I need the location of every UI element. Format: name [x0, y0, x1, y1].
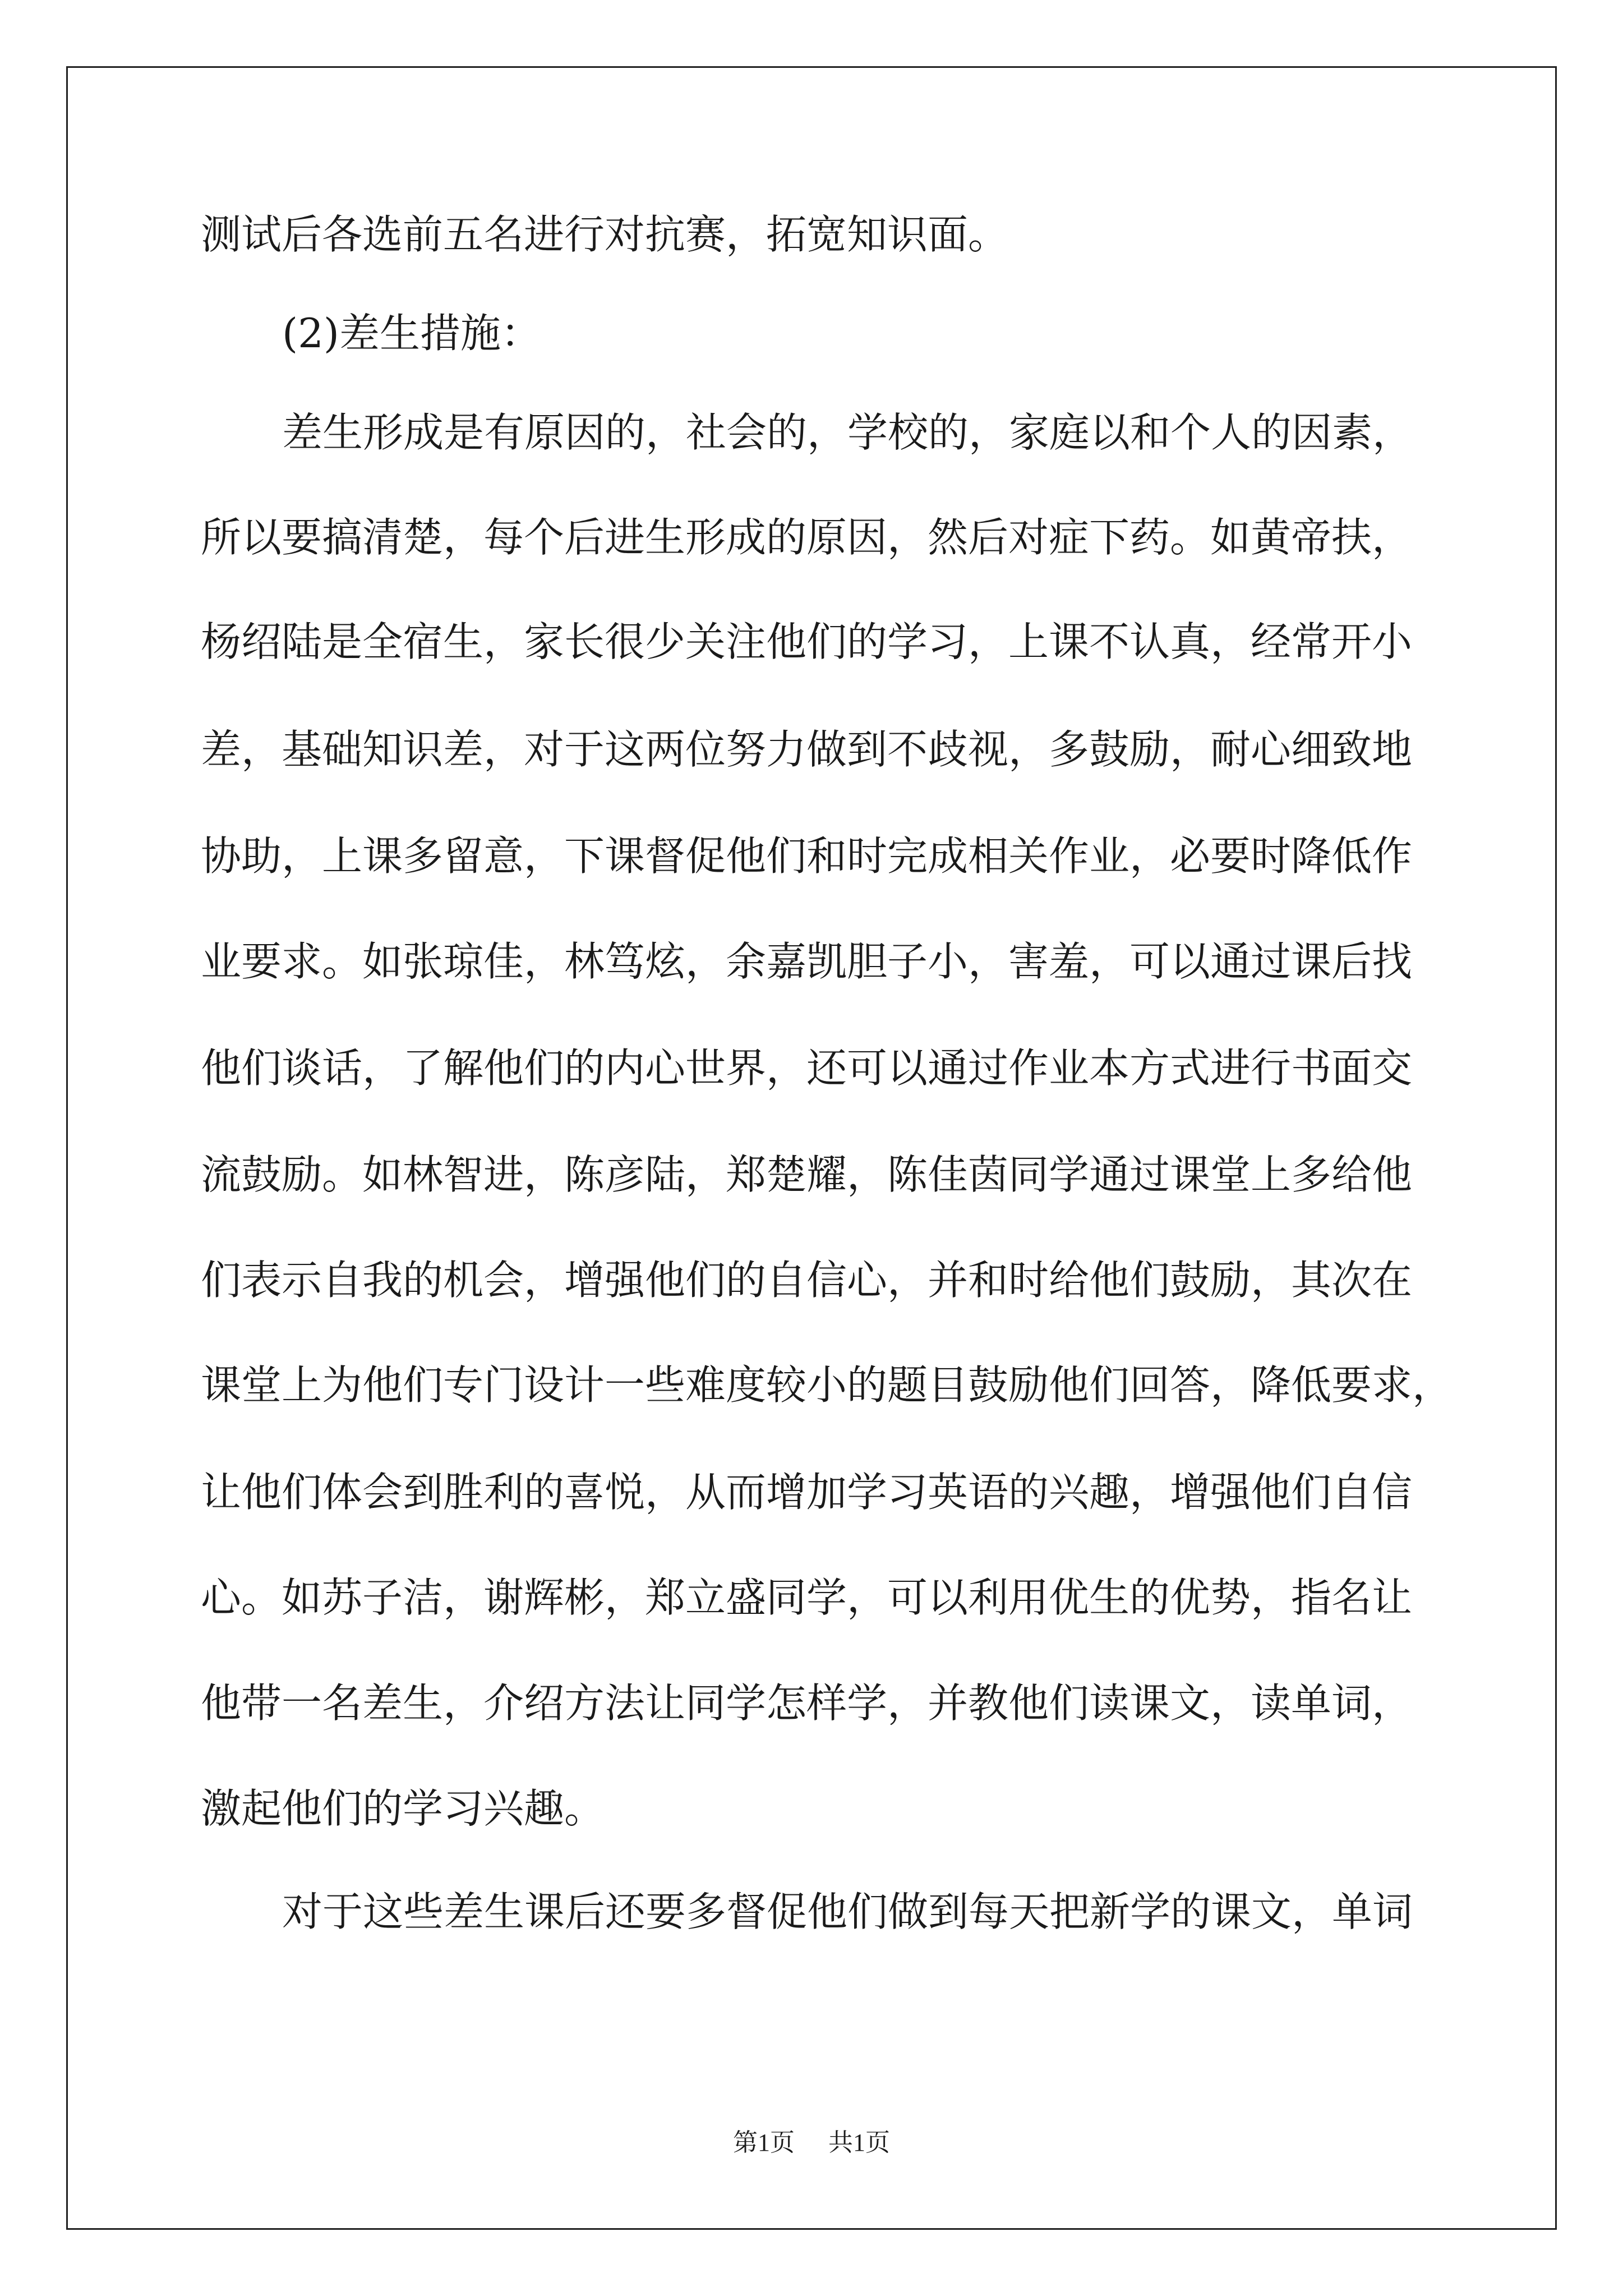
- text-line-12: 课堂上为他们专门设计一些难度较小的题目鼓励他们回答，降低要求，: [201, 1361, 1453, 1409]
- text-line-15: 他带一名差生，介绍方法让同学怎样学，并教他们读课文，读单词，: [201, 1680, 1413, 1727]
- text-line-5: 杨绍陆是全宿生，家长很少关注他们的学习，上课不认真，经常开小: [201, 618, 1413, 665]
- text-line-9: 他们谈话，了解他们的内心世界，还可以通过作业本方式进行书面交: [201, 1045, 1413, 1092]
- page-number-total: 共1页: [828, 2129, 890, 2156]
- text-line-4: 所以要搞清楚，每个后进生形成的原因，然后对症下药。如黄帝扶，: [201, 514, 1413, 561]
- text-line-13: 让他们体会到胜利的喜悦，从而增加学习英语的兴趣，增强他们自信: [201, 1469, 1413, 1516]
- page-number-current: 第1页: [733, 2129, 795, 2156]
- text-line-17: 对于这些差生课后还要多督促他们做到每天把新学的课文，单词: [282, 1888, 1413, 1935]
- text-line-10: 流鼓励。如林智进，陈彦陆，郑楚耀，陈佳茵同学通过课堂上多给他: [201, 1151, 1413, 1198]
- text-line-2: (2)差生措施：: [282, 310, 541, 357]
- text-line-1: 测试后各选前五名进行对抗赛，拓宽知识面。: [201, 211, 1009, 258]
- text-line-7: 协助，上课多留意，下课督促他们和时完成相关作业，必要时降低作: [201, 832, 1413, 880]
- page-footer: [0, 2126, 1623, 2160]
- text-line-8: 业要求。如张琼佳，林笃炫，余嘉凯胆子小，害羞，可以通过课后找: [201, 938, 1413, 985]
- text-line-11: 们表示自我的机会，增强他们的自信心，并和时给他们鼓励，其次在: [201, 1257, 1413, 1304]
- text-line-16: 激起他们的学习兴趣。: [201, 1785, 605, 1832]
- text-line-6: 差，基础知识差，对于这两位努力做到不歧视，多鼓励，耐心细致地: [201, 726, 1413, 773]
- text-line-3: 差生形成是有原因的，社会的，学校的，家庭以和个人的因素，: [282, 409, 1413, 456]
- text-line-14: 心。如苏子洁，谢辉彬，郑立盛同学，可以利用优生的优势，指名让: [201, 1574, 1413, 1621]
